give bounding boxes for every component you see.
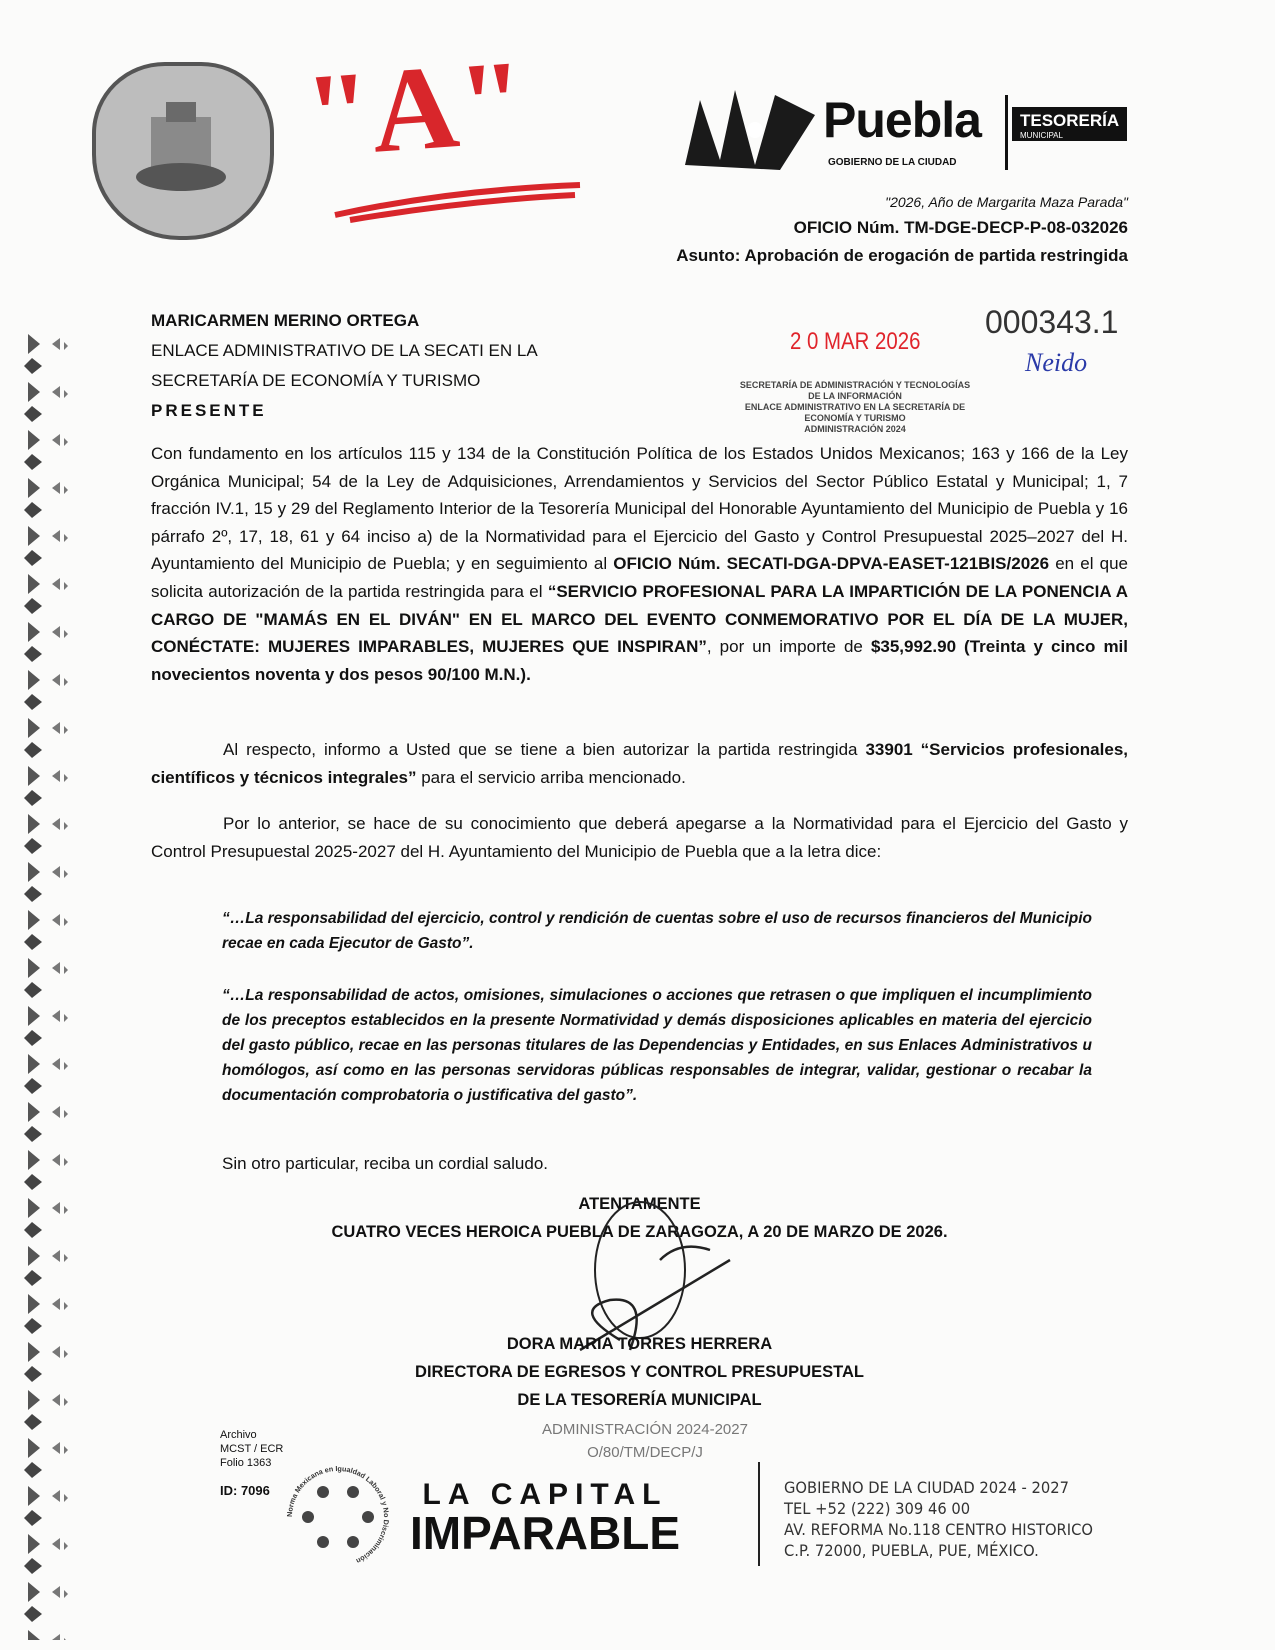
stamp-admin: ADMINISTRACIÓN 2024-2027 xyxy=(542,1421,748,1438)
city-seal xyxy=(92,62,274,240)
archivo-initials: MCST / ECR xyxy=(220,1443,284,1455)
red-handwritten-mark: "A" xyxy=(300,34,530,183)
paragraph-1 xyxy=(151,440,1128,688)
signer-title-2: DE LA TESORERÍA MUNICIPAL xyxy=(517,1391,762,1409)
stamp-line: SECRETARÍA DE ADMINISTRACIÓN Y TECNOLOGÍAS xyxy=(739,380,971,390)
folio-number: 000343.1 xyxy=(985,304,1119,340)
logo-subtitle: GOBIERNO DE LA CIUDAD xyxy=(828,157,957,168)
signer-name: DORA MARIA TORRES HERRERA xyxy=(506,1335,773,1353)
puebla-tesoreria-logo xyxy=(680,85,1150,180)
badge-text: Norma Mexicana en Igualdad Laboral y No Discriminación xyxy=(284,1463,392,1566)
subject-line: Asunto: Aprobación de erogación de partida restringida xyxy=(676,246,1128,265)
paragraph-3: Por lo anterior, se hace de su conocimiento que deberá apegarse a la Normatividad para el Ejercicio del Gasto y Control Presupuestal 2025-2027 del H. Ayuntamiento del Municipio de Puebla que a la letra dice: xyxy=(151,814,1128,861)
paragraph-2 xyxy=(151,736,1128,791)
year-motto: "2026, Año de Margarita Maza Parada" xyxy=(885,194,1128,210)
p2-text: Al respecto, informo a Usted que se tiene a bien autorizar la partida restringida xyxy=(223,740,866,759)
stamp-line: ADMINISTRACIÓN 2024 xyxy=(804,424,906,434)
puebla-emblem-icon xyxy=(680,85,820,180)
badge-text-ring xyxy=(285,1464,391,1566)
quote-1: “…La responsabilidad del ejercicio, control y rendición de cuentas sobre el uso de recursos financieros del Municipio recae en cada Ejecutor de Gasto”. xyxy=(222,910,1092,952)
direction-stamp xyxy=(500,1418,790,1464)
la-capital-imparable-logo xyxy=(410,1478,681,1559)
addressee-block xyxy=(151,306,538,426)
p1-text: en el que solicita autorización de la partida restringida para el xyxy=(151,554,1129,601)
oficio-number: OFICIO Núm. TM-DGE-DECP-P-08-032026 xyxy=(793,218,1128,237)
p2-partida: 33901 “Servicios profesionales, científicos y técnicos integrales” xyxy=(151,740,1128,787)
logo-name: Puebla xyxy=(823,92,981,148)
quote-2: “…La responsabilidad de actos, omisiones, simulaciones o acciones que retrasen o que impliquen el incumplimiento de los preceptos establecidos en la presente Normatividad y demás disposiciones aplicables en materia del ejercicio del gasto público, recae en las personas titulares de las Dependencias y Entidades, en sus Enlaces Administrativos u homólogos, así como en las personas servidoras públicas responsables de integrar, validar, gestionar o recabar la documentación comprobatoria o justificativa del gasto”. xyxy=(222,987,1092,1104)
stamp-line: DE LA INFORMACIÓN xyxy=(808,391,902,401)
capital-line-1: LA CAPITAL xyxy=(422,1478,668,1511)
secretaria-stamp xyxy=(705,380,1005,435)
received-date-stamp: 2 0 MAR 2026 xyxy=(790,328,921,355)
logo-divider xyxy=(1005,95,1008,170)
signer-title-1: DIRECTORA DE EGRESOS Y CONTROL PRESUPUESTAL xyxy=(415,1363,864,1381)
p1-text: Con fundamento en los artículos 115 y 134 de la Constitución Política de los Estados Unidos Mexicanos; 163 y 166 de la Ley Orgánica Municipal; 54 de la Ley de Adquisiciones, Arrendamientos y Servicios del Sector Público Estatal y Municipal; 1, 7 fracción IV.1, 15 y 29 del Reglamento Interior de la Tesorería Municipal del Honorable Ayuntamiento del Municipio de Puebla y 16 párrafo 2º, 17, 18, 61 y 64 inciso a) de la Normatividad para el Ejercicio del Gasto y Control Presupuestal 2025–2027 del H. Ayuntamiento del Municipio de Puebla; y en seguimiento al xyxy=(151,444,1128,574)
logo-tesoreria: TESORERÍA xyxy=(1012,107,1127,141)
p2-text: para el servicio arriba mencionado. xyxy=(416,767,686,787)
capital-line-2: IMPARABLE xyxy=(410,1507,681,1559)
handwritten-signature: Neido xyxy=(1025,348,1088,377)
p1-oficio-ref: OFICIO Núm. SECATI-DGA-DPVA-EASET-121BIS/2026 xyxy=(613,554,1050,574)
people-circle-icon xyxy=(302,1486,374,1548)
archivo-line: Archivo xyxy=(220,1429,257,1441)
p1-amount: $35,992.90 (Treinta y cinco mil novecientos noventa y dos pesos 90/100 M.N.). xyxy=(151,637,1129,684)
addressee-name: MARICARMEN MERINO ORTEGA xyxy=(151,311,420,330)
archive-block xyxy=(220,1428,283,1470)
stamp-line: ENLACE ADMINISTRATIVO EN LA SECRETARÍA DE xyxy=(744,402,966,412)
equality-badge xyxy=(283,1462,393,1572)
stamp-line: ECONOMÍA Y TURISMO xyxy=(804,413,906,423)
document-id: ID: 7096 xyxy=(220,1483,270,1498)
decorative-border xyxy=(24,330,68,1640)
archivo-folio: Folio 1363 xyxy=(220,1457,272,1469)
stamp-ref: O/80/TM/DECP/J xyxy=(587,1444,703,1461)
seal-text xyxy=(96,72,270,236)
presente-label: PRESENTE xyxy=(151,401,267,420)
contact-gov: GOBIERNO DE LA CIUDAD 2024 - 2027 xyxy=(784,1478,1069,1497)
contact-block xyxy=(784,1477,1093,1561)
contact-phone: TEL +52 (222) 309 46 00 xyxy=(784,1499,971,1518)
contact-address: AV. REFORMA No.118 CENTRO HISTORICO xyxy=(784,1520,1093,1539)
closing-line: Sin otro particular, reciba un cordial saludo. xyxy=(222,1154,549,1173)
place-date: CUATRO VECES HEROICA PUEBLA DE ZARAGOZA, A 20 DE MARZO DE 2026. xyxy=(331,1223,948,1241)
contact-postal: C.P. 72000, PUEBLA, PUE, MÉXICO. xyxy=(784,1541,1039,1560)
atentamente: ATENTAMENTE xyxy=(578,1195,701,1213)
p1-text: , por un importe de xyxy=(706,637,871,657)
addressee-dependency: SECRETARÍA DE ECONOMÍA Y TURISMO xyxy=(151,371,481,390)
logo-municipal: MUNICIPAL xyxy=(1020,131,1063,140)
p1-service: “SERVICIO PROFESIONAL PARA LA IMPARTICIÓN DE LA PONENCIA A CARGO DE "MAMÁS EN EL DIVÁN" EN EL MARCO DEL EVENTO CONMEMORATIVO POR EL DÍA DE LA MUJER, CONÉCTATE: MUJERES IMPARABLES, MUJERES QUE INSPIRAN” xyxy=(151,581,1128,657)
red-scribble xyxy=(330,180,590,225)
footer-divider xyxy=(758,1462,760,1566)
addressee-title: ENLACE ADMINISTRATIVO DE LA SECATI EN LA xyxy=(151,341,538,360)
